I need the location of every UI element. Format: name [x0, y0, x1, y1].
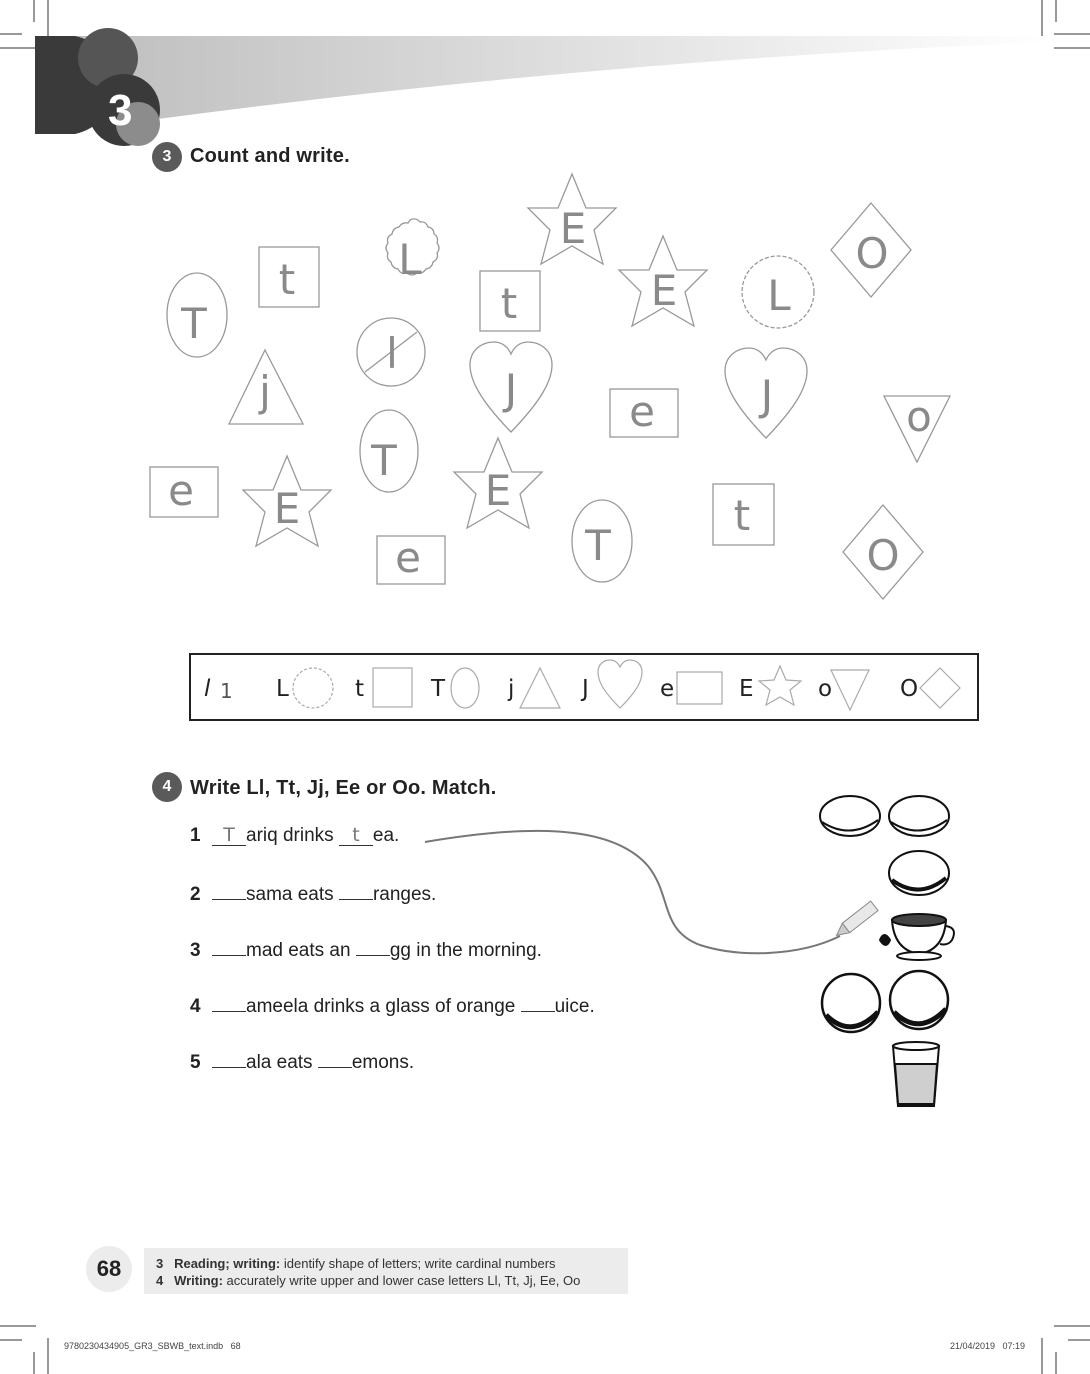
- key-letter: e: [660, 676, 675, 702]
- sentence-number: 2: [190, 884, 201, 905]
- key-letter: L: [276, 676, 289, 702]
- shape-letter: T: [181, 299, 207, 348]
- slug-timestamp: 21/04/2019 07:19: [950, 1341, 1026, 1351]
- page-number: 68: [86, 1246, 132, 1292]
- key-letter: l: [204, 676, 211, 702]
- shape-letter: E: [484, 466, 512, 515]
- shape-letter: j: [259, 367, 271, 416]
- sentence-text: sama eats: [246, 884, 339, 905]
- sentence-text: ariq drinks: [246, 825, 339, 846]
- exercise-4-title: Write Ll, Tt, Jj, Ee or Oo. Match.: [190, 777, 497, 799]
- footer-line-2: [156, 1273, 580, 1288]
- key-letter: O: [900, 676, 919, 702]
- objective-label: Reading; writing:: [174, 1256, 281, 1271]
- objective-number: 4: [156, 1273, 164, 1288]
- shape-letter: t: [733, 491, 751, 540]
- objective-text: accurately write upper and lower case letters Ll, Tt, Jj, Ee, Oo: [222, 1273, 581, 1288]
- footer-line-1: [156, 1256, 556, 1271]
- unit-number: 3: [108, 86, 133, 135]
- lemons-icon: [820, 796, 949, 836]
- shape-letter: T: [371, 436, 397, 485]
- sentence-number: 4: [190, 996, 201, 1017]
- shape-letter: E: [650, 266, 678, 315]
- objective-number: 3: [156, 1256, 164, 1271]
- exercise-3-badge: 3: [152, 142, 182, 172]
- shape-letter: O: [866, 531, 900, 580]
- shape-letter: E: [559, 204, 587, 253]
- key-letter: j: [508, 676, 515, 702]
- shape-letter: L: [398, 235, 422, 284]
- shape-letter: J: [504, 365, 518, 414]
- exercise-3-title: Count and write.: [190, 145, 350, 167]
- shape-letter: O: [855, 229, 889, 278]
- sentence-text: gg in the morning.: [389, 940, 542, 961]
- pencil-icon: [833, 901, 878, 940]
- shape-letter: E: [273, 484, 301, 533]
- objective-label: Writing:: [174, 1273, 223, 1288]
- sentence-text: ala eats: [246, 1052, 318, 1073]
- shape-letter: e: [395, 533, 421, 582]
- sentence-number: 1: [190, 825, 201, 846]
- shape-letter: o: [906, 392, 932, 441]
- key-letter: t: [355, 676, 365, 702]
- sentence-text: emons.: [351, 1052, 415, 1073]
- shape-letter: l: [386, 329, 398, 378]
- sentence-text: uice.: [554, 996, 595, 1017]
- key-answer: 1: [220, 679, 233, 703]
- egg-icon: [889, 851, 949, 895]
- sentence-number: 5: [190, 1052, 201, 1073]
- key-letter: T: [431, 676, 446, 702]
- oranges-icon: [822, 971, 948, 1032]
- juice-glass-icon: [893, 1042, 939, 1106]
- answer-blank[interactable]: t: [339, 827, 373, 846]
- key-letter: J: [582, 676, 589, 702]
- slug-file-info: 9780230434905_GR3_SBWB_text.indb 68: [64, 1341, 241, 1351]
- shape-letter: L: [767, 271, 791, 320]
- shape-letter: t: [500, 279, 518, 328]
- shape-letter: e: [168, 466, 194, 515]
- match-line: [425, 831, 840, 953]
- objective-text: identify shape of letters; write cardinal numbers: [280, 1256, 556, 1271]
- sentence-text: ea.: [372, 825, 400, 846]
- answer-blank[interactable]: T: [212, 827, 246, 846]
- shape-letter: J: [760, 371, 774, 420]
- sentence-text: mad eats an: [246, 940, 356, 961]
- shape-letter: T: [585, 521, 611, 570]
- key-letter: o: [818, 676, 833, 702]
- shape-letter: t: [278, 255, 296, 304]
- sentence-text: ranges.: [372, 884, 437, 905]
- sentence-text: ameela drinks a glass of orange: [246, 996, 521, 1017]
- key-letter: E: [739, 676, 754, 702]
- footer-objectives: [144, 1248, 628, 1294]
- sentence-number: 3: [190, 940, 201, 961]
- exercise-4-badge: 4: [152, 772, 182, 802]
- shape-letter: e: [629, 387, 655, 436]
- teacup-icon: [880, 914, 954, 960]
